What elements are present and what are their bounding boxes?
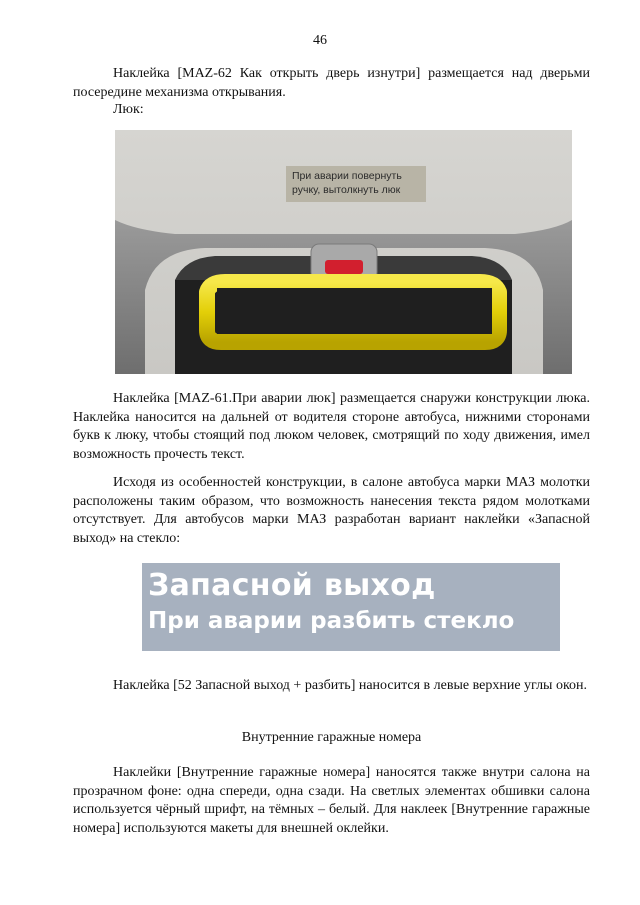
paragraph-hatch-label: Люк: (113, 102, 144, 117)
hatch-sticker-line1: При аварии повернуть (292, 170, 402, 182)
paragraph-maz-hammers: Исходя из особенностей конструкции, в салоне автобуса марки МАЗ молотки расположены таким образом, что возможность нанесения текста рядом молотками отсутствует. Для автобусов марки МАЗ разработан вариант наклейки «Запасной выход» на стекло: (73, 475, 590, 546)
paragraph-door-sticker: Наклейка [MAZ-62 Как открыть дверь изнутри] размещается над дверьми посередине механизма открывания. (73, 66, 590, 100)
exit-sign-title: Запасной выход (148, 568, 436, 603)
exit-sign-subtitle: При аварии разбить стекло (148, 608, 515, 634)
emergency-exit-sign (142, 563, 560, 651)
hatch-emergency-sticker (286, 166, 426, 202)
page-number: 46 (313, 33, 327, 48)
hatch-photo (115, 130, 572, 374)
paragraph-garage-numbers: Наклейки [Внутренние гаражные номера] наносятся также внутри салона на прозрачном фоне: одна спереди, одна сзади. На светлых элементах обшивки салона используется чёрный шрифт, на тёмных – белый. Для наклеек [Внутренние гаражные номера] используются макеты для внешней оклейки. (73, 765, 590, 836)
paragraph-hatch-sticker: Наклейка [MAZ-61.При аварии люк] размещается снаружи конструкции люка. Наклейка наносится на дальней от водителя стороне автобуса, нижними сторонами букв к люку, чтобы стоящий под люком человек, смотрящий по ходу движения, имел возможность прочесть текст. (73, 391, 590, 462)
section-heading: Внутренние гаражные номера (241, 730, 422, 745)
hatch-sticker-line2: ручку, вытолкнуть люк (292, 184, 401, 196)
paragraph-exit-sticker: Наклейка [52 Запасной выход + разбить] наносится в левые верхние углы окон. (113, 678, 588, 693)
